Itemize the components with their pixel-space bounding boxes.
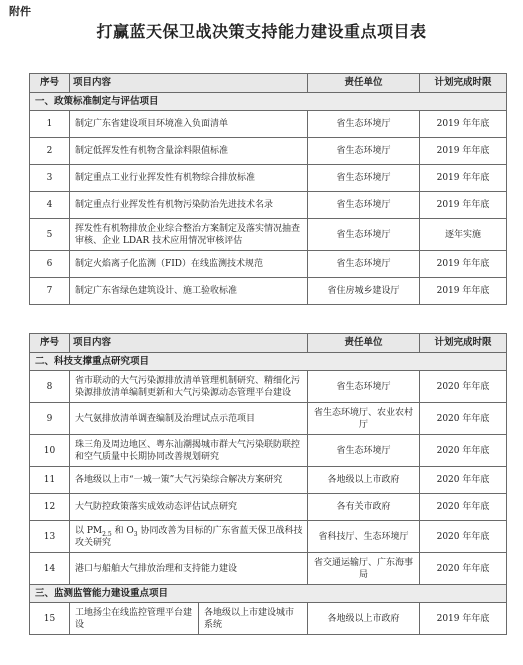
cell-no: 9 (30, 403, 70, 435)
policy-projects-table (29, 73, 507, 305)
cell-time: 2020 年年底 (420, 494, 507, 521)
col-header-unit: 责任单位 (308, 334, 420, 353)
table-header-row (30, 74, 507, 93)
table-row (30, 219, 507, 251)
cell-unit: 省生态环境厅、农业农村厅 (308, 403, 420, 435)
cell-unit: 省生态环境厅 (308, 138, 420, 165)
col-header-time: 计划完成时限 (420, 334, 507, 353)
section-title: 三、监测监管能力建设重点项目 (30, 585, 507, 603)
cell-time: 逐年实施 (420, 219, 507, 251)
cell-item: 制定广东省绿色建筑设计、施工验收标准 (70, 278, 308, 305)
cell-unit: 省生态环境厅 (308, 111, 420, 138)
col-header-unit: 责任单位 (308, 74, 420, 93)
cell-unit: 省生态环境厅 (308, 371, 420, 403)
cell-item: 省市联动的大气污染源排放清单管理机制研究、精细化污染源排放清单编制更新和大气污染源动态管理平台建设 (70, 371, 308, 403)
cell-no: 13 (30, 521, 70, 553)
cell-item: 各地级以上市“一城一策”大气污染综合解决方案研究 (70, 467, 308, 494)
cell-unit: 省住房城乡建设厅 (308, 278, 420, 305)
cell-unit: 各地级以上市政府 (308, 467, 420, 494)
cell-time: 2019 年年底 (420, 192, 507, 219)
research-projects-table (29, 333, 507, 635)
cell-item (70, 603, 308, 635)
cell-time: 2019 年年底 (420, 165, 507, 192)
table-row (30, 467, 507, 494)
table-row (30, 403, 507, 435)
table-row (30, 165, 507, 192)
cell-unit: 省生态环境厅 (308, 192, 420, 219)
cell-item: 港口与船舶大气排放治理和支持能力建设 (70, 553, 308, 585)
table-row (30, 603, 507, 635)
cell-time: 2019 年年底 (420, 138, 507, 165)
cell-item-text: 工地扬尘在线监控管理平台建设 (70, 603, 199, 634)
col-header-no: 序号 (30, 74, 70, 93)
cell-item-scope: 各地级以上市建设城市系统 (204, 607, 295, 630)
section-title: 二、科技支撑重点研究项目 (30, 353, 507, 371)
cell-item: 制定广东省建设项目环境准入负面清单 (70, 111, 308, 138)
cell-item: 制定火焰离子化监测（FID）在线监测技术规范 (70, 251, 308, 278)
cell-no: 8 (30, 371, 70, 403)
cell-time: 2020 年年底 (420, 435, 507, 467)
cell-unit: 各地级以上市政府 (308, 603, 420, 635)
cell-no: 14 (30, 553, 70, 585)
cell-item: 大气氨排放清单调查编制及治理试点示范项目 (70, 403, 308, 435)
col-header-item: 项目内容 (70, 334, 308, 353)
cell-no: 10 (30, 435, 70, 467)
cell-no: 1 (30, 111, 70, 138)
table-row (30, 521, 507, 553)
cell-item-text: 协同改善为目标的广东省蓝天保卫战科技攻关研究 (75, 525, 303, 548)
cell-item-text: 和 O (111, 525, 134, 536)
table-row (30, 435, 507, 467)
pm-subscript: 2.5 (102, 530, 112, 538)
cell-item: 制定低挥发性有机物含量涂料限值标准 (70, 138, 308, 165)
table-header-row (30, 334, 507, 353)
col-header-time: 计划完成时限 (420, 74, 507, 93)
cell-time: 2019 年年底 (420, 278, 507, 305)
cell-no: 11 (30, 467, 70, 494)
cell-no: 15 (30, 603, 70, 635)
cell-unit: 省生态环境厅 (308, 251, 420, 278)
cell-time: 2020 年年底 (420, 403, 507, 435)
cell-time: 2019 年年底 (420, 111, 507, 138)
cell-no: 6 (30, 251, 70, 278)
cell-no: 5 (30, 219, 70, 251)
cell-item-text: 以 PM (75, 525, 103, 536)
table-row (30, 553, 507, 585)
table-row (30, 278, 507, 305)
cell-time: 2020 年年底 (420, 467, 507, 494)
cell-item: 珠三角及周边地区、粤东汕潮揭城市群大气污染联防联控和空气质量中长期协同改善规划研究 (70, 435, 308, 467)
cell-no: 2 (30, 138, 70, 165)
cell-item: 大气防控政策落实成效动态评估试点研究 (70, 494, 308, 521)
col-header-no: 序号 (30, 334, 70, 353)
cell-no: 12 (30, 494, 70, 521)
section-title: 一、政策标准制定与评估项目 (30, 93, 507, 111)
section-row (30, 93, 507, 111)
table-row (30, 494, 507, 521)
ozone-subscript: 3 (133, 530, 138, 538)
section-row (30, 585, 507, 603)
cell-time: 2020 年年底 (420, 371, 507, 403)
cell-unit: 各有关市政府 (308, 494, 420, 521)
cell-item: 制定重点行业挥发性有机物污染防治先进技术名录 (70, 192, 308, 219)
cell-unit: 省生态环境厅 (308, 219, 420, 251)
cell-item: 制定重点工业行业挥发性有机物综合排放标准 (70, 165, 308, 192)
cell-no: 7 (30, 278, 70, 305)
table-row (30, 371, 507, 403)
cell-time: 2020 年年底 (420, 521, 507, 553)
cell-unit: 省生态环境厅 (308, 165, 420, 192)
page-title: 打赢蓝天保卫战决策支持能力建设重点项目表 (96, 22, 427, 41)
attachment-label: 附件 (9, 5, 31, 18)
cell-no: 3 (30, 165, 70, 192)
cell-unit: 省生态环境厅 (308, 435, 420, 467)
cell-no: 4 (30, 192, 70, 219)
table-row (30, 138, 507, 165)
cell-time: 2019 年年底 (420, 251, 507, 278)
cell-time: 2019 年年底 (420, 603, 507, 635)
table-row (30, 192, 507, 219)
cell-item: 挥发性有机物排放企业综合整治方案制定及落实情况抽查审核、企业 LDAR 技术应用情况审核评估 (70, 219, 308, 251)
col-header-item: 项目内容 (70, 74, 308, 93)
table-row (30, 251, 507, 278)
cell-time: 2020 年年底 (420, 553, 507, 585)
table-row (30, 111, 507, 138)
cell-item (70, 521, 308, 553)
cell-unit: 省交通运输厅、广东海事局 (308, 553, 420, 585)
cell-unit: 省科技厅、生态环境厅 (308, 521, 420, 553)
section-row (30, 353, 507, 371)
